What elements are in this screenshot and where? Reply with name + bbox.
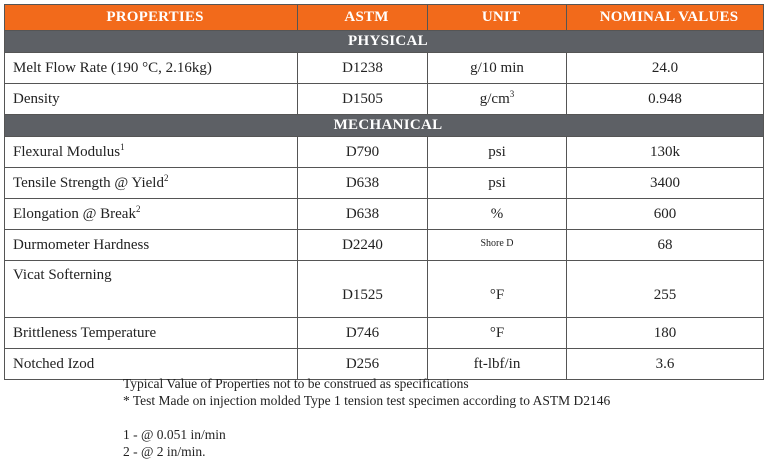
footnote-ref: 2 — [135, 203, 141, 214]
header-astm: ASTM — [298, 5, 428, 31]
property-cell: Vicat Softerning — [5, 261, 298, 318]
astm-cell: D638 — [298, 199, 428, 230]
unit-cell: °F — [428, 261, 567, 318]
value-cell: 255 — [567, 261, 764, 318]
unit-cell — [428, 230, 567, 261]
table-row — [5, 318, 764, 349]
unit-superscript: 3 — [509, 88, 515, 99]
property-text: Flexural Modulus — [13, 143, 121, 160]
astm-cell: D790 — [298, 137, 428, 168]
property-cell: Durmometer Hardness — [5, 230, 298, 261]
value-cell: 3.6 — [567, 349, 764, 380]
property-cell — [5, 168, 298, 199]
header-properties: PROPERTIES — [5, 5, 298, 31]
value-cell: 130k — [567, 137, 764, 168]
unit-cell: °F — [428, 318, 567, 349]
section-mechanical-label: MECHANICAL — [5, 115, 764, 137]
unit-cell: psi — [428, 168, 567, 199]
property-cell: Density — [5, 84, 298, 115]
footnote-ref: 1 — [120, 141, 125, 152]
value-cell: 180 — [567, 318, 764, 349]
value-cell: 0.948 — [567, 84, 764, 115]
note-typical-values: Typical Value of Properties not to be construed as specifications — [123, 376, 469, 391]
astm-cell: D1525 — [298, 261, 428, 318]
property-cell: Notched Izod — [5, 349, 298, 380]
property-cell: Melt Flow Rate (190 °C, 2.16kg) — [5, 53, 298, 84]
table-header-row — [5, 5, 764, 31]
astm-cell: D1505 — [298, 84, 428, 115]
property-cell: Brittleness Temperature — [5, 318, 298, 349]
property-text: Tensile Strength @ Yield — [13, 174, 164, 191]
header-nominal-values: NOMINAL VALUES — [567, 5, 764, 31]
unit-cell: ft-lbf/in — [428, 349, 567, 380]
unit-cell: psi — [428, 137, 567, 168]
section-physical — [5, 31, 764, 53]
table-row — [5, 84, 764, 115]
property-cell — [5, 137, 298, 168]
unit-cell: g/10 min — [428, 53, 567, 84]
unit-cell — [428, 84, 567, 115]
astm-cell: D638 — [298, 168, 428, 199]
value-cell: 600 — [567, 199, 764, 230]
footnote-ref: 2 — [163, 172, 169, 183]
footnote-2: 2 - @ 2 in/min. — [123, 444, 206, 459]
footnote-1: 1 - @ 0.051 in/min — [123, 427, 226, 442]
unit-cell: % — [428, 199, 567, 230]
notes-spacer — [123, 409, 610, 426]
table-row — [5, 199, 764, 230]
astm-cell: D256 — [298, 349, 428, 380]
value-cell: 68 — [567, 230, 764, 261]
unit-text: Shore D — [480, 237, 514, 249]
value-cell: 24.0 — [567, 53, 764, 84]
property-cell — [5, 199, 298, 230]
section-mechanical — [5, 115, 764, 137]
table-row — [5, 261, 764, 318]
table-row — [5, 230, 764, 261]
property-text: Elongation @ Break — [13, 205, 136, 222]
notes-block — [123, 375, 610, 460]
astm-cell: D746 — [298, 318, 428, 349]
value-cell: 3400 — [567, 168, 764, 199]
astm-cell: D1238 — [298, 53, 428, 84]
table-row — [5, 137, 764, 168]
note-test-method: * Test Made on injection molded Type 1 tension test specimen according to ASTM D2146 — [123, 393, 611, 408]
properties-table — [4, 4, 764, 380]
unit-text: g/cm — [479, 90, 510, 107]
header-unit: UNIT — [428, 5, 567, 31]
section-physical-label: PHYSICAL — [5, 31, 764, 53]
table-row — [5, 53, 764, 84]
astm-cell: D2240 — [298, 230, 428, 261]
table-row — [5, 168, 764, 199]
